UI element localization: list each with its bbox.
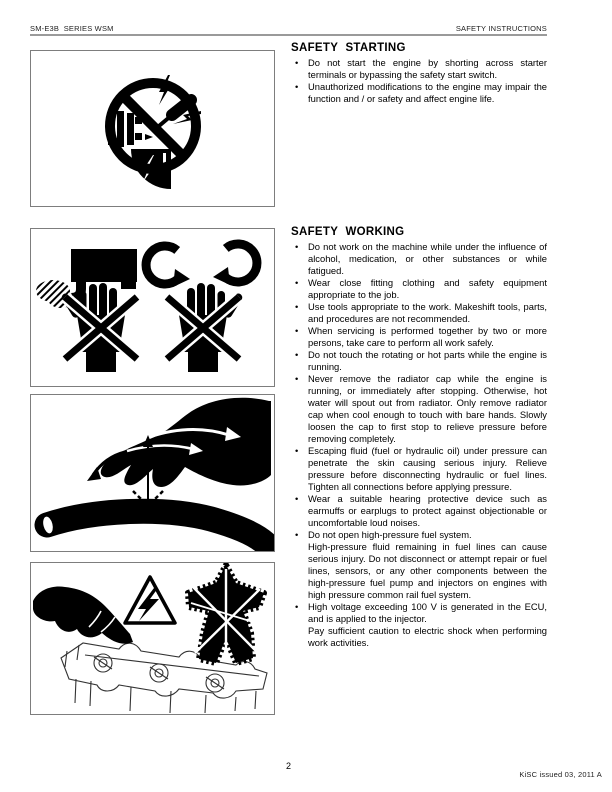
list-item bbox=[291, 445, 547, 493]
no-touch-hand-left-icon bbox=[60, 283, 137, 372]
page-number: 2 bbox=[285, 761, 291, 771]
bullet-text: • Do not work on the machine while under the influence of alcohol, medication, or other substances or while fatigued. bbox=[308, 241, 547, 276]
list-item bbox=[291, 601, 547, 649]
list-item bbox=[291, 81, 547, 105]
bullet-text: • Do not touch the rotating or hot parts while the engine is running. bbox=[308, 349, 547, 372]
shocked-person-icon bbox=[188, 565, 264, 663]
bullet-text: • When servicing is performed together by two or more persons, take care to perform all work safely. bbox=[308, 325, 547, 348]
figure-electric-shock bbox=[30, 562, 275, 715]
list-item bbox=[291, 373, 547, 445]
bullet-text: • Wear close fitting clothing and safety equipment appropriate to the job. bbox=[308, 277, 547, 300]
bullet-text: High-pressure fluid remaining in fuel lines can cause serious injury. Do not disconnect or attempt repair or fuel lines, sensors, or any other components between the high-pressure fuel pump and injectors on engines with high pressure common rail fuel system. bbox=[308, 541, 547, 600]
hot-rotating-parts-icon bbox=[31, 229, 274, 386]
bullet-text: • Do not open high-pressure fuel system. bbox=[308, 529, 472, 540]
high-voltage-triangle-icon bbox=[125, 577, 175, 623]
list-item bbox=[291, 493, 547, 529]
safety-starting-list bbox=[291, 57, 547, 105]
no-jump-start-icon bbox=[31, 51, 274, 206]
list-item bbox=[291, 529, 547, 601]
list-item bbox=[291, 301, 547, 325]
bullet-text: • Wear a suitable hearing protective device such as earmuffs or earplugs to protect against objectionable or uncomfortable loud noises. bbox=[308, 493, 547, 528]
section-title-safety-working: SAFETY WORKING bbox=[291, 226, 405, 238]
bullet-text: • Never remove the radiator cap while the engine is running, or immediately after stopping. Otherwise, hot water will spout out from radiator. Only remove radiator cap when cool enough to touch with bare hands. Slowly loosen the cap to first stop to relieve pressure before removing completely. bbox=[308, 373, 547, 444]
section-safety-working bbox=[291, 226, 547, 649]
glove-hand-icon bbox=[33, 587, 133, 644]
no-touch-hand-right-icon bbox=[167, 283, 244, 372]
footer-issue-note: KiSC issued 03, 2011 A bbox=[519, 770, 602, 779]
list-item bbox=[291, 241, 547, 277]
figure-no-jump-start bbox=[30, 50, 275, 207]
electric-shock-icon bbox=[31, 563, 274, 714]
safety-working-list bbox=[291, 241, 547, 649]
list-item bbox=[291, 277, 547, 301]
list-item bbox=[291, 57, 547, 81]
header-rule bbox=[30, 34, 547, 36]
rotating-arrows-icon bbox=[146, 244, 257, 287]
bullet-text: • High voltage exceeding 100 V is generated in the ECU, and is applied to the injector. bbox=[308, 601, 547, 624]
bullet-text: • Escaping fluid (fuel or hydraulic oil) under pressure can penetrate the skin causing serious injury. Relieve pressure before disconnecting hydraulic or fuel lines. Tighten all connections before applying pressure. bbox=[308, 445, 547, 492]
bullet-text: • Use tools appropriate to the work. Makeshift tools, parts, and procedures are not recommended. bbox=[308, 301, 547, 324]
hose-icon bbox=[42, 511, 265, 543]
header-section-name: SAFETY INSTRUCTIONS bbox=[455, 24, 547, 33]
bullet-text: • Do not start the engine by shorting across starter terminals or bypassing the safety start switch. bbox=[308, 57, 547, 80]
pressurized-fluid-icon bbox=[31, 395, 274, 551]
figure-hot-rotating-parts bbox=[30, 228, 275, 387]
list-item bbox=[291, 325, 547, 349]
figure-pressurized-fluid bbox=[30, 394, 275, 552]
bullet-text: • Unauthorized modifications to the engine may impair the function and / or safety and affect engine life. bbox=[308, 81, 547, 104]
header-document-code: SM-E3B SERIES WSM bbox=[30, 24, 114, 33]
text-column bbox=[291, 42, 547, 648]
hand-icon bbox=[87, 398, 271, 487]
list-item bbox=[291, 349, 547, 373]
bullet-text: Pay sufficient caution to electric shock when performing work activities. bbox=[308, 625, 547, 648]
section-title-safety-starting: SAFETY STARTING bbox=[291, 42, 406, 54]
